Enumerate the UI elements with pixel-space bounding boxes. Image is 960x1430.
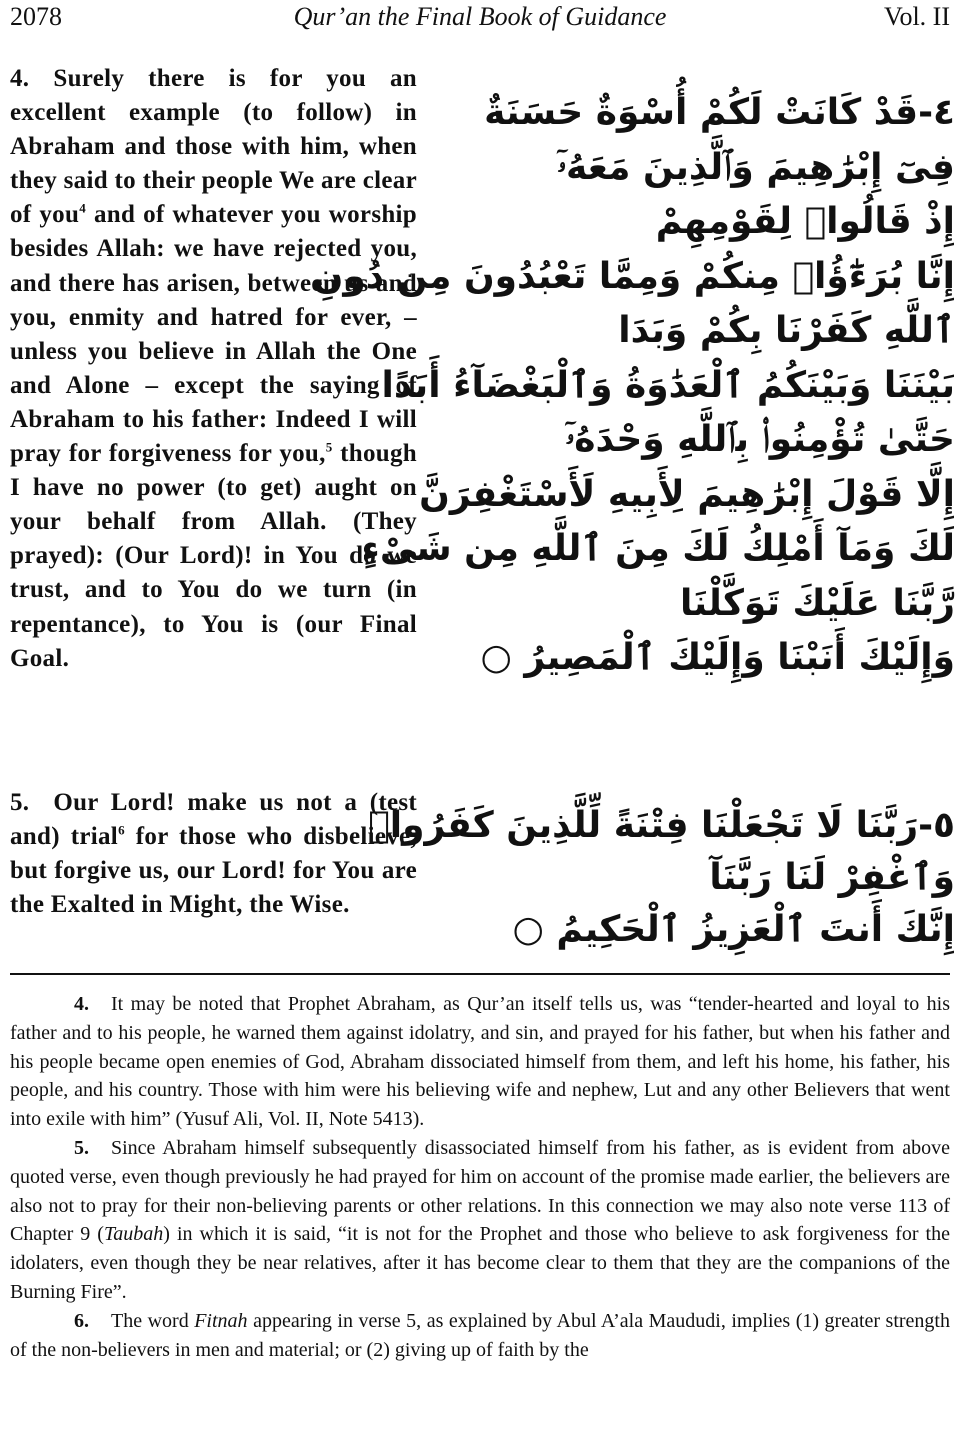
- footnote-5: [10, 1134, 950, 1307]
- arabic-line: ٱللَّهِ كَفَرْنَا بِكُمْ وَبَدَا: [618, 310, 955, 351]
- volume-label: Vol. II: [884, 2, 950, 31]
- arabic-line: وَإِلَيْكَ أَنَبْنَا وَإِلَيْكَ ٱلْمَصِيرُ ○: [480, 637, 955, 678]
- verse-text: though I have no power (to get) aught on your behalf from Allah. (They prayed): (Our Lord)! in You do we trust, and to You do we turn (in repentance), to You is (our Final Goal.: [10, 440, 418, 672]
- verse-text: for those who disbelieve, but forgive us, our Lord! for You are the Exalted in Might, the Wise.: [10, 823, 417, 919]
- verse-text: Surely there is for you an excellent example (to follow) in Abraham and those with him, when they said to their people We are clear of you: [10, 65, 417, 229]
- book-title: Qur’an the Final Book of Guidance: [293, 2, 667, 31]
- footnote-italic: Taubah: [103, 1223, 164, 1246]
- arabic-line: إِنَّا بُرَءَٰٓؤُا۟ مِنكُمْ وَمِمَّا تَعْبُدُونَ مِن دُونِ: [312, 255, 955, 297]
- arabic-line: إِلَّا قَوْلَ إِبْرَٰهِيمَ لِأَبِيهِ لَأَسْتَغْفِرَنَّ: [419, 473, 955, 515]
- footnote-ref: 4: [79, 201, 87, 217]
- arabic-line: ٤-قَدْ كَانَتْ لَكُمْ أُسْوَةٌ حَسَنَةٌ: [484, 92, 955, 133]
- arabic-line: فِىٓ إِبْرَٰهِيمَ وَٱلَّذِينَ مَعَهُۥٓ: [556, 146, 955, 188]
- footnote-number: 4.: [74, 993, 89, 1015]
- footnote-text: The word: [111, 1309, 195, 1332]
- footnote-text: ) in which it is said, “it is not for the Prophet and those who believe to ask forgiveness for the idolaters, even though they be near relatives, after it has become clear to them that they are the companions of the Burning Fire”.: [10, 1223, 950, 1303]
- verse-4-translation: [10, 62, 417, 676]
- verse-number: 4.: [10, 65, 30, 92]
- footnote-italic: Fitnah: [194, 1309, 248, 1332]
- footnote-ref: 5: [325, 439, 333, 455]
- arabic-line: ٥-رَبَّنَا لَا تَجْعَلْنَا فِتْنَةً لِّلَّذِينَ كَفَرُوا۟: [368, 805, 955, 846]
- verse-4-arabic: [312, 92, 955, 692]
- arabic-line: حَتَّىٰ تُؤْمِنُوا۟ بِٱللَّهِ وَحْدَهُۥٓ: [565, 419, 955, 460]
- arabic-line: لَكَ وَمَآ أَمْلِكُ لَكَ مِنَ ٱللَّهِ مِن شَىْءٍ: [361, 528, 955, 569]
- verse-text: Our Lord! make us not a (test and) trial: [10, 789, 417, 851]
- arabic-line: رَّبَّنَا عَلَيْكَ تَوَكَّلْنَا: [680, 582, 955, 624]
- footnote-number: 5.: [74, 1136, 89, 1159]
- page-number: 2078: [10, 2, 62, 31]
- verse-5-translation: [10, 786, 417, 922]
- footnote-6: [10, 1307, 950, 1365]
- footnote-4: [10, 990, 950, 1134]
- footnote-number: 6.: [74, 1309, 89, 1332]
- footnote-text: Since Abraham himself subsequently disassociated himself from his father, as is evident from above quoted verse, even though previously he had prayed for him on account of the promise made earlier, the believers are also not to pray for their non-believing parents or other relations. In this connection we may also note verse 113 of Chapter 9 (: [10, 1136, 950, 1246]
- page-header: [10, 2, 950, 36]
- footnote-ref: 6: [118, 822, 125, 838]
- verse-text: and of whatever you worship besides Allah: we have rejected you, and there has arisen, between us and you, enmity and hatred for ever, – unless you believe in Allah the One and Alone – except the saying of Abraham to his father: Indeed I will pray for forgiveness for you,: [10, 201, 417, 468]
- footnote-text: appearing in verse 5, as explained by Abul A’ala Maududi, implies (1) greater strength of the non-believers in men and material; or (2) giving up of faith by the: [10, 1309, 950, 1361]
- verse-5-arabic: [368, 805, 955, 961]
- footnote-divider: [10, 973, 950, 975]
- arabic-line: بَيْنَنَا وَبَيْنَكُمُ ٱلْعَدَٰوَةُ وَٱلْبَغْضَآءُ أَبَدًا: [381, 364, 955, 406]
- footnotes: [10, 990, 950, 1364]
- verse-number: 5.: [10, 789, 30, 816]
- footnote-text: It may be noted that Prophet Abraham, as Qur’an itself tells us, was “tender-hearted and loyal to his father and to his people, he warned them against idolatry, and sin, and prayed for his father, but when his father and his people became open enemies of God, Abraham dissociated himself from them, and left his home, his father, his people, and his country. Those with him were his believing wife and nephew, Lut and any other Believers that went into exile with him” (Yusuf Ali, Vol. II, Note 5413).: [10, 993, 950, 1131]
- arabic-line: إِذْ قَالُوا۟ لِقَوْمِهِمْ: [655, 201, 955, 242]
- arabic-line: وَٱغْفِرْ لَنَا رَبَّنَآ: [709, 857, 955, 898]
- arabic-line: إِنَّكَ أَنتَ ٱلْعَزِيزُ ٱلْحَكِيمُ ○: [512, 909, 955, 950]
